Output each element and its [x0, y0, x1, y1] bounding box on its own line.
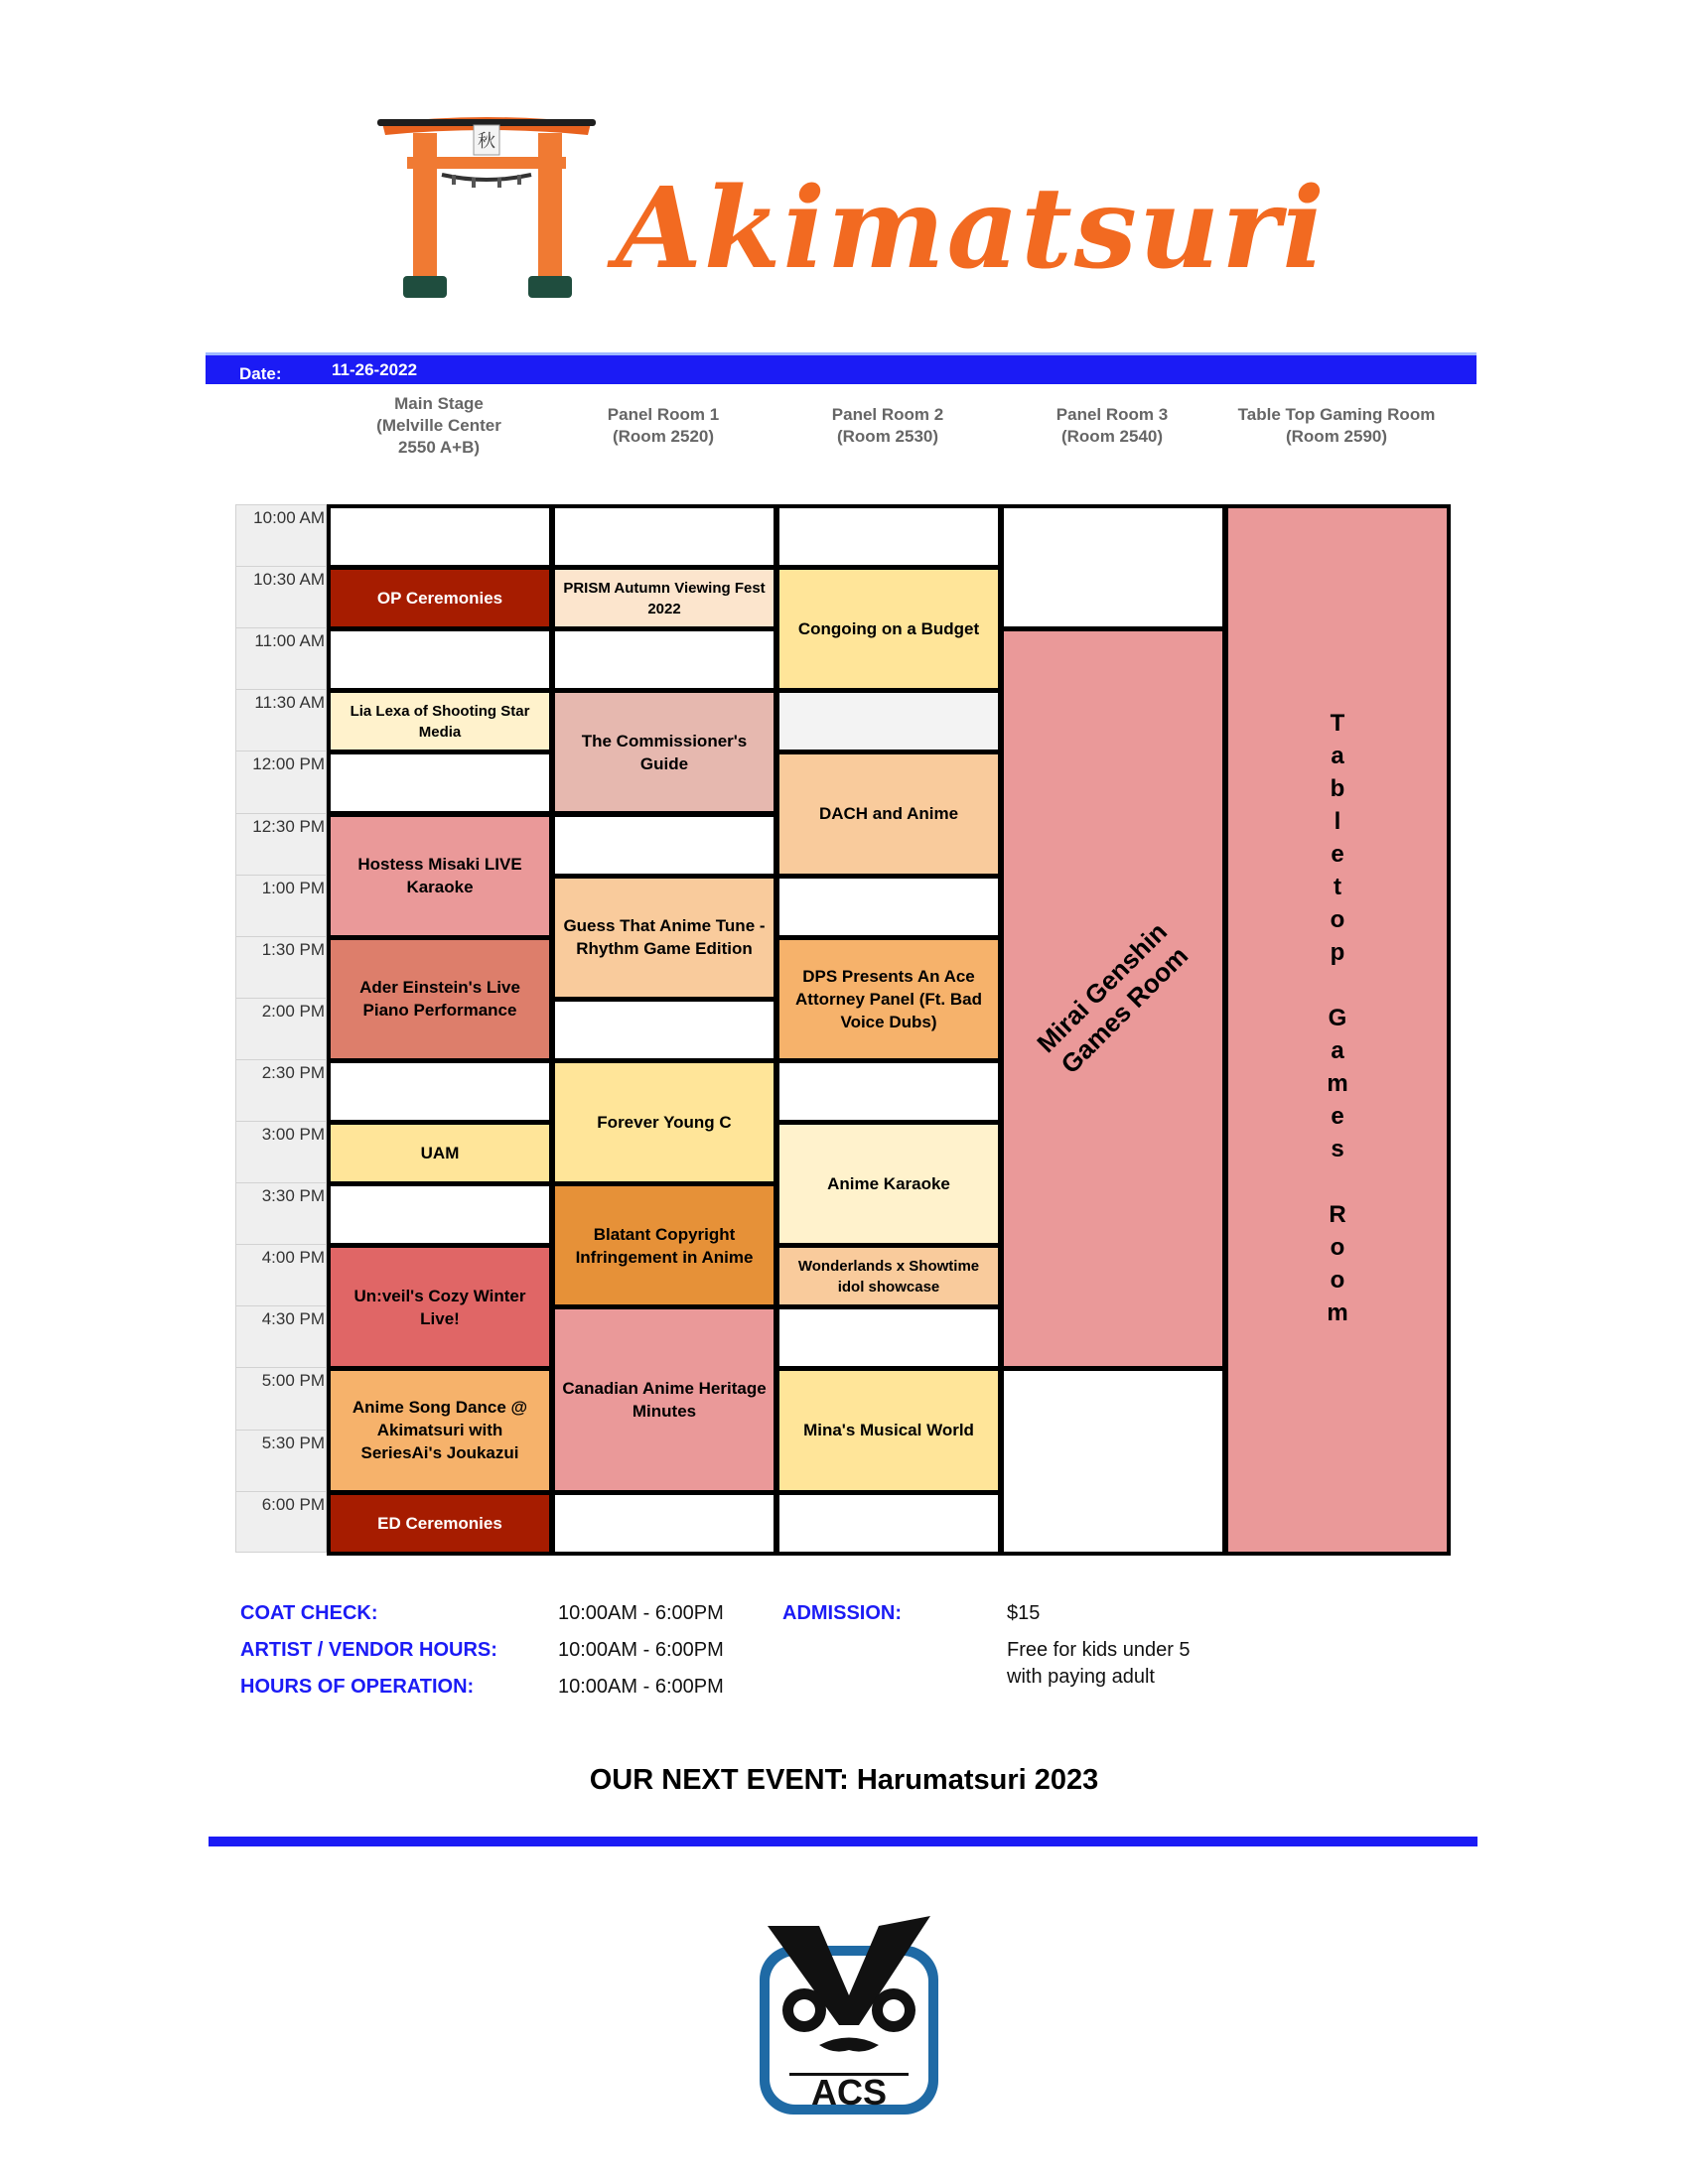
acs-logo: [750, 1906, 948, 2124]
schedule-empty-slot: [327, 1182, 553, 1247]
schedule-event: [327, 1244, 553, 1370]
schedule-event: [1000, 627, 1226, 1370]
time-gridline: [235, 1430, 327, 1431]
time-slot-label: 2:00 PM: [261, 1001, 325, 1021]
schedule-event-title: Hostess Misaki LIVE Karaoke: [357, 855, 522, 897]
room-header-panel-room-2: [775, 404, 1000, 448]
room-header-panel-room-1: [551, 404, 775, 448]
coat-check-value: 10:00AM - 6:00PM: [558, 1602, 724, 1624]
date-value: 11-26-2022: [332, 360, 418, 379]
admission-note: Free for kids under 5: [1007, 1639, 1191, 1661]
schedule-event-title: Canadian Anime Heritage Minutes: [562, 1378, 767, 1421]
schedule-event: [327, 936, 553, 1062]
schedule-event: [327, 566, 553, 630]
schedule-event: [775, 566, 1002, 692]
time-slot-label: 10:00 AM: [253, 508, 325, 527]
akimatsuri-logo: [367, 109, 1327, 308]
time-slot-label: 1:00 PM: [261, 878, 325, 897]
schedule-empty-slot: [551, 813, 777, 878]
logo-wordmark: Akimatsuri: [616, 164, 1327, 294]
schedule-event: [551, 875, 777, 1001]
schedule-event-title: Guess That Anime Tune - Rhythm Game Edition: [563, 916, 766, 959]
schedule-empty-slot: [551, 998, 777, 1062]
schedule-empty-slot: [327, 504, 553, 569]
schedule-empty-slot: [551, 627, 777, 692]
time-gridline: [235, 813, 327, 814]
schedule-event-title: ED Ceremonies: [377, 1513, 502, 1533]
schedule-event-title: The Commissioner's Guide: [581, 731, 748, 773]
time-gridline: [235, 1182, 327, 1183]
time-gridline: [235, 1305, 327, 1306]
admission-label: ADMISSION:: [782, 1602, 902, 1624]
room-location: (Melville Center: [376, 416, 501, 435]
schedule-event-title: Anime Karaoke: [827, 1174, 950, 1194]
room-name: Table Top Gaming Room: [1237, 405, 1436, 424]
schedule-event-title: UAM: [420, 1144, 460, 1163]
time-slot-label: 2:30 PM: [261, 1062, 325, 1082]
schedule-event-title: DACH and Anime: [818, 804, 959, 824]
schedule-event-title: Mina's Musical World: [803, 1421, 974, 1440]
schedule-empty-slot: [551, 1491, 777, 1556]
schedule-empty-slot: [551, 504, 777, 569]
schedule-event-title: Mirai Genshin Games Room: [1031, 916, 1195, 1080]
time-gridline: [235, 1367, 327, 1368]
schedule-event: [775, 1244, 1002, 1308]
time-slot-label: 10:30 AM: [253, 570, 325, 590]
artist-vendor-label: ARTIST / VENDOR HOURS:: [240, 1639, 497, 1661]
time-gridline: [235, 998, 327, 999]
schedule-event: [551, 1182, 777, 1308]
time-slot-label: 6:00 PM: [261, 1494, 325, 1514]
room-header-main-stage: [327, 393, 551, 459]
admission-note: with paying adult: [1007, 1666, 1155, 1688]
time-slot-label: 3:30 PM: [261, 1186, 325, 1206]
admission-value: $15: [1007, 1602, 1041, 1624]
schedule-event-title: Anime Song Dance @ Akimatsuri with SeriesAi's Joukazui: [352, 1398, 528, 1463]
schedule-event-title: T a b l e t o p G a m e s R o o m: [1327, 710, 1348, 1326]
time-slot-label: 5:00 PM: [261, 1371, 325, 1391]
time-slot-label: 4:00 PM: [261, 1248, 325, 1268]
next-event-heading: OUR NEXT EVENT: Harumatsuri 2023: [589, 1764, 1099, 1796]
schedule-empty-slot: [1000, 504, 1226, 630]
divider: [209, 1837, 1477, 1846]
schedule-event: [327, 813, 553, 939]
schedule-event: [775, 1121, 1002, 1247]
schedule-empty-slot: [775, 504, 1002, 569]
time-column: [235, 504, 327, 1553]
schedule-empty-slot: [1000, 1367, 1226, 1555]
schedule-event-title: OP Ceremonies: [376, 589, 503, 609]
room-location: 2550 A+B): [397, 438, 481, 457]
room-name: Panel Room 3: [1055, 405, 1169, 424]
room-header-panel-room-3: [1000, 404, 1224, 448]
schedule-event: [551, 566, 777, 630]
schedule-event-title: PRISM Autumn Viewing Fest 2022: [563, 579, 766, 617]
room-location: (Room 2540): [1060, 427, 1164, 446]
schedule-event: [327, 1491, 553, 1556]
schedule-event-title: DPS Presents An Ace Attorney Panel (Ft. Bad Voice Dubs): [795, 966, 982, 1031]
room-location: (Room 2590): [1285, 427, 1388, 446]
schedule-empty-slot: [775, 1491, 1002, 1556]
room-location: (Room 2520): [612, 427, 715, 446]
schedule-grid: [327, 504, 1454, 1554]
time-gridline: [235, 936, 327, 937]
schedule-event-title: Wonderlands x Showtime idol showcase: [797, 1257, 980, 1296]
svg-text:秋: 秋: [478, 131, 495, 151]
time-gridline: [235, 566, 327, 567]
time-gridline: [235, 627, 327, 628]
schedule-event: [551, 689, 777, 815]
date-label: Date:: [239, 364, 282, 383]
schedule-event-title: Blatant Copyright Infringement in Anime: [575, 1224, 754, 1267]
room-header-tabletop: [1224, 404, 1449, 448]
schedule-empty-slot: [327, 627, 553, 692]
schedule-event: [1224, 504, 1451, 1556]
operation-hours-value: 10:00AM - 6:00PM: [558, 1676, 724, 1698]
time-slot-label: 12:00 PM: [252, 754, 325, 774]
time-gridline: [235, 689, 327, 690]
coat-check-label: COAT CHECK:: [240, 1602, 378, 1624]
schedule-event-title: Un:veil's Cozy Winter Live!: [353, 1286, 526, 1328]
room-name: Main Stage: [394, 394, 484, 413]
schedule-empty-slot: [775, 1305, 1002, 1370]
schedule-event-title: Ader Einstein's Live Piano Performance: [359, 978, 520, 1021]
schedule-event: [551, 1059, 777, 1185]
schedule-event: [327, 689, 553, 753]
schedule-empty-slot: [775, 1059, 1002, 1124]
schedule-empty-slot: [327, 1059, 553, 1124]
time-gridline: [235, 1491, 327, 1492]
acs-owl-icon: [750, 1906, 948, 2124]
time-slot-label: 3:00 PM: [261, 1125, 325, 1144]
schedule-event: [327, 1121, 553, 1185]
time-gridline: [235, 1121, 327, 1122]
room-name: Panel Room 2: [831, 405, 944, 424]
schedule-event: [775, 936, 1002, 1062]
time-slot-label: 4:30 PM: [261, 1309, 325, 1329]
time-slot-label: 11:00 AM: [254, 631, 325, 651]
time-slot-label: 11:30 AM: [254, 693, 325, 713]
time-gridline: [235, 1244, 327, 1245]
schedule-empty-slot: [775, 689, 1002, 753]
room-location: (Room 2530): [836, 427, 939, 446]
time-slot-label: 12:30 PM: [252, 816, 325, 836]
schedule-event-title: Congoing on a Budget: [797, 619, 980, 639]
schedule-event: [775, 1367, 1002, 1493]
room-name: Panel Room 1: [607, 405, 720, 424]
time-gridline: [235, 875, 327, 876]
schedule-event-title: Forever Young C: [597, 1112, 732, 1132]
time-slot-label: 1:30 PM: [261, 939, 325, 959]
svg-text:ACS: ACS: [810, 2072, 888, 2113]
date-bar: [206, 352, 1477, 384]
schedule-event: [551, 1305, 777, 1493]
time-gridline: [235, 1059, 327, 1060]
operation-hours-label: HOURS OF OPERATION:: [240, 1676, 475, 1698]
torii-gate-icon: [367, 109, 606, 308]
artist-vendor-value: 10:00AM - 6:00PM: [558, 1639, 724, 1661]
schedule-empty-slot: [327, 751, 553, 815]
schedule-event-title: Lia Lexa of Shooting Star Media: [350, 702, 530, 741]
time-slot-label: 5:30 PM: [261, 1433, 325, 1452]
schedule-event: [775, 751, 1002, 877]
schedule-empty-slot: [775, 875, 1002, 939]
schedule-event: [327, 1367, 553, 1493]
